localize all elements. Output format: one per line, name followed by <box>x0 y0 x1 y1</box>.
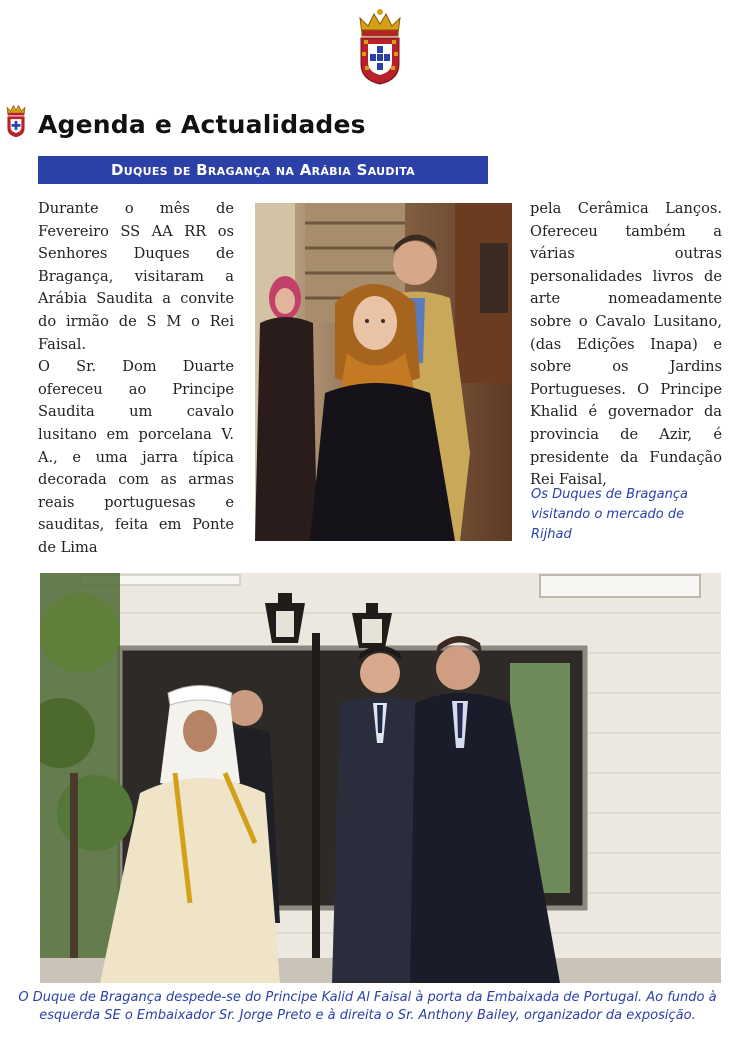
article-paragraph: pela Cerâmica Lanços. Ofereceu também a várias outras personalidades livros de arte nomeadamente sobre o Cavalo Lusitano, (das Edições Inapa) e sobre os Jardins Portugueses. O Principe Khalid é governador da provincia de Azir, é presidente da Fundação Rei Faisal, <box>530 200 722 489</box>
market-photo <box>255 203 512 541</box>
article-title: Duques de Bragança na Arábia Saudita <box>110 161 415 179</box>
royal-crest-icon <box>356 6 404 86</box>
section-title: Agenda e Actualidades <box>38 110 366 139</box>
article-right-column <box>530 198 722 492</box>
article-left-column <box>38 198 234 560</box>
embassy-photo <box>40 573 721 983</box>
small-crest-icon <box>5 102 27 138</box>
article-paragraph: Durante o mês de Fevereiro SS AA RR os Senhores Duques de Bragança, visitaram a Arábia Saudita a convite do irmão de S M o Rei Faisal. <box>38 200 234 353</box>
market-photo-caption: Os Duques de Bragança visitando o mercado de Rijhad <box>531 487 688 542</box>
embassy-photo-caption: O Duque de Bragança despede-se do Principe Kalid Al Faisal à porta da Embaixada de Portugal. Ao fundo à esquerda SE o Embaixador Sr. Jorge Preto e à direita o Sr. Anthony Bailey, organizador da exposição. <box>18 990 717 1023</box>
article-title-banner <box>38 156 488 184</box>
article-paragraph: O Sr. Dom Duarte ofereceu ao Principe Saudita um cavalo lusitano em porcelana V. A., e uma jarra típica decorada com as armas reais portuguesas e sauditas, feita em Ponte de Lima <box>38 358 234 556</box>
